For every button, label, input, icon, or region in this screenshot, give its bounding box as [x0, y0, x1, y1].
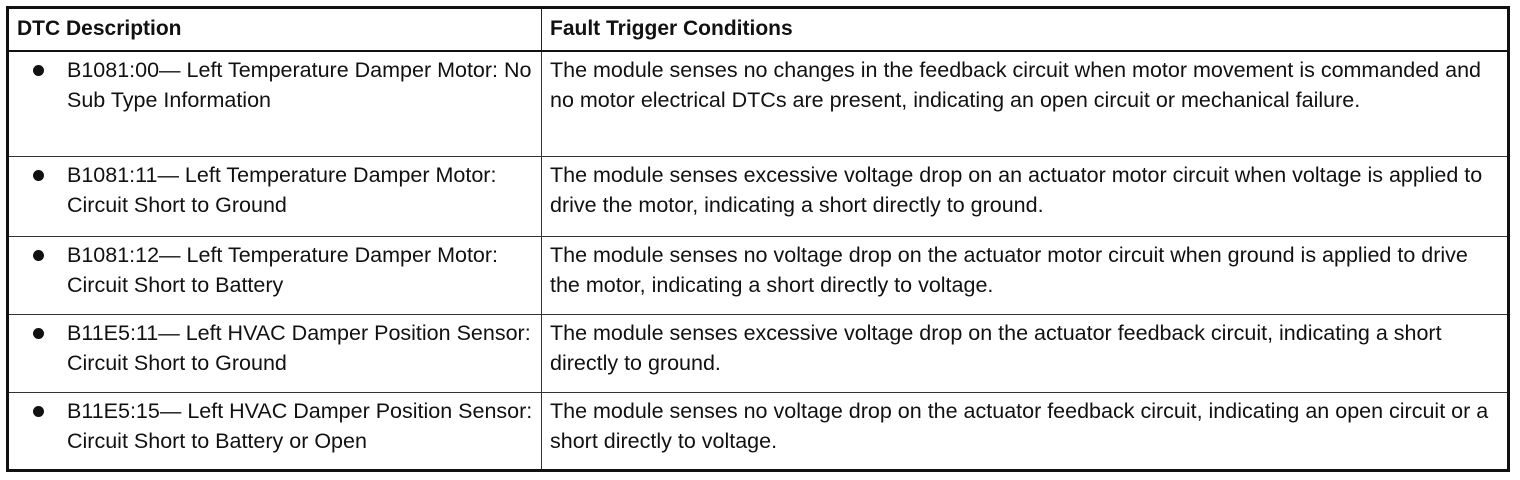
- table-row: [8, 315, 1509, 393]
- bullet-icon: [33, 65, 44, 76]
- dtc-description-cell: [8, 393, 542, 471]
- bullet-item: [33, 55, 533, 115]
- table-row: [8, 237, 1509, 315]
- dtc-description-text: B11E5:11— Left HVAC Damper Position Sensor: Circuit Short to Ground: [67, 321, 531, 375]
- bullet-item: [33, 240, 533, 300]
- dtc-description-text: B1081:12— Left Temperature Damper Motor: Circuit Short to Battery: [67, 243, 499, 297]
- table-row: [8, 51, 1509, 157]
- table-header-row: [8, 8, 1509, 51]
- bullet-item: [33, 396, 533, 456]
- bullet-icon: [33, 170, 44, 181]
- fault-conditions-cell: [542, 51, 1509, 157]
- header-dtc-description: DTC Description: [8, 8, 542, 51]
- fault-conditions-cell: [542, 315, 1509, 393]
- header-fault-trigger-conditions: Fault Trigger Conditions: [542, 8, 1509, 51]
- fault-conditions-text: The module senses no voltage drop on the actuator feedback circuit, indicating an open circuit or a short directly to voltage.: [550, 399, 1489, 453]
- bullet-item: [33, 160, 533, 220]
- dtc-table: [6, 6, 1510, 472]
- bullet-icon: [33, 250, 44, 261]
- bullet-item: [33, 318, 533, 378]
- table-row: [8, 393, 1509, 471]
- fault-conditions-text: The module senses no changes in the feedback circuit when motor movement is commanded and no motor electrical DTCs are present, indicating an open circuit or mechanical failure.: [550, 57, 1481, 112]
- dtc-description-text: B11E5:15— Left HVAC Damper Position Sensor: Circuit Short to Battery or Open: [67, 399, 533, 453]
- fault-conditions-text: The module senses excessive voltage drop on the actuator feedback circuit, indicating a short directly to ground.: [550, 321, 1442, 375]
- dtc-description-cell: [8, 237, 542, 315]
- table-row: [8, 157, 1509, 237]
- dtc-description-cell: [8, 157, 542, 237]
- dtc-description-cell: [8, 51, 542, 157]
- fault-conditions-cell: [542, 237, 1509, 315]
- dtc-description-text: B1081:11— Left Temperature Damper Motor: Circuit Short to Ground: [67, 163, 497, 217]
- fault-conditions-cell: [542, 393, 1509, 471]
- dtc-description-text: B1081:00— Left Temperature Damper Motor: No Sub Type Information: [67, 57, 532, 112]
- dtc-description-cell: [8, 315, 542, 393]
- fault-conditions-cell: [542, 157, 1509, 237]
- bullet-icon: [33, 328, 44, 339]
- fault-conditions-text: The module senses excessive voltage drop on an actuator motor circuit when voltage is applied to drive the motor, indicating a short directly to ground.: [550, 163, 1483, 217]
- fault-conditions-text: The module senses no voltage drop on the actuator motor circuit when ground is applied to drive the motor, indicating a short directly to voltage.: [550, 243, 1468, 297]
- bullet-icon: [33, 406, 44, 417]
